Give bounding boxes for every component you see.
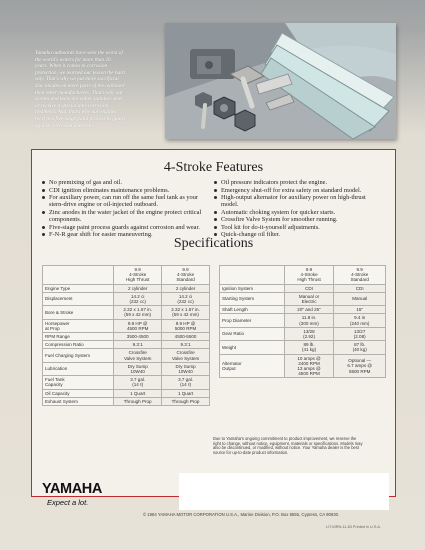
spec-label: Shaft Length (220, 306, 285, 314)
intro-line: protection, we learned our lesson the hard (35, 69, 125, 76)
intro-line: against corrosion and wear. (35, 122, 95, 129)
high-thrust-value: Dry Sump 10W40 (114, 362, 162, 375)
spec-label: Alternator Output (220, 354, 285, 378)
spec-row (220, 306, 386, 314)
high-thrust-value: Manual or Electric (284, 292, 334, 305)
spec-label: Starting System (220, 292, 285, 305)
high-thrust-header: 9.9 4-Stroke High Thrust (284, 266, 334, 285)
blank-header-cell (43, 266, 114, 285)
spec-row (43, 341, 210, 349)
intro-line: than other manufacturers. That's why our (35, 89, 124, 96)
literature-code: LIT-MRN-11-83 Printed in U.S.A. (326, 525, 382, 529)
standard-value: Optional — 6.7 amps @ 5500 RPM (334, 354, 386, 378)
standard-value: CDI (334, 284, 386, 292)
standard-value: 3.7 gal. (14 ℓ) (162, 376, 210, 389)
spec-row (43, 284, 210, 292)
intro-line: receive a five-stage paint process to guard (35, 115, 125, 122)
spec-label: Fuel Charging System (43, 349, 114, 362)
standard-value: 87 lb. (40 kg) (334, 341, 386, 354)
feature-item: Crossfire Valve System for smoother running. (214, 216, 379, 223)
spec-row (43, 306, 210, 319)
standard-value: 9.3:1 (162, 341, 210, 349)
spec-row (220, 292, 386, 305)
standard-value: 1 Quart (162, 389, 210, 397)
standard-value: 2 cylinder (162, 284, 210, 292)
spec-row (43, 349, 210, 362)
feature-item: Five-stage paint process guards against corrosion and wear. (42, 224, 207, 231)
high-thrust-value: 1 Quart (114, 389, 162, 397)
high-thrust-value: 10 amps @ 2400 RPM 13 amps @ 4500 RPM (284, 354, 334, 378)
spec-label: Prop Diameter (220, 314, 285, 327)
spec-label: Lubrication (43, 362, 114, 375)
spec-label: Ignition System (220, 284, 285, 292)
standard-value: 2.32 x 1.67 in. (59 x 42 mm) (162, 306, 210, 319)
product-hardware-photo (165, 23, 396, 139)
copyright-text: © 1984 YAMAHA MOTOR CORPORATION U.S.A., Marine Division, P.O. Box 6555, Cypress, CA 90630. (143, 512, 340, 517)
intro-line: or receive a special anti-corrosion (35, 102, 109, 109)
high-thrust-value: Through Prop (114, 397, 162, 405)
feature-item: Tool kit for do-it-yourself adjustments. (214, 224, 379, 231)
high-thrust-value: 3500-4500 (114, 333, 162, 341)
specs-table-left (42, 265, 210, 406)
spec-label: Bore & Stroke (43, 306, 114, 319)
intro-line: years. When it comes to corrosion (35, 63, 108, 70)
high-thrust-value: 20" and 25" (284, 306, 334, 314)
high-thrust-value: 2 cylinder (114, 284, 162, 292)
brand-tagline: Expect a lot. (47, 498, 89, 507)
intro-line: the world's waters for more than 20 (35, 56, 111, 63)
spec-row (43, 376, 210, 389)
specs-table-right (219, 265, 386, 378)
spec-row (220, 354, 386, 378)
standard-header: 9.9 4-Stroke Standard (162, 266, 210, 285)
high-thrust-value: 9.9 HP @ 4500 RPM (114, 319, 162, 332)
high-thrust-value: 89 lb. (41 kg) (284, 341, 334, 354)
specifications-title: Specifications (173, 236, 254, 251)
spec-row (43, 362, 210, 375)
feature-item: F-N-R gear shift for easier maneuvering. (42, 231, 207, 238)
intro-line: way. That's why we put more sacrificial (35, 76, 119, 83)
spec-row (220, 284, 386, 292)
intro-line: zinc anodes on more parts of the outboard (35, 82, 125, 89)
features-left-list (42, 179, 207, 239)
spec-row (43, 397, 210, 405)
spec-row (43, 389, 210, 397)
intro-line: screws and bolts are either stainless steel (35, 96, 123, 103)
high-thrust-value: Crossfire Valve System (114, 349, 162, 362)
spec-row (220, 341, 386, 354)
standard-value: Crossfire Valve System (162, 349, 210, 362)
spec-label: RPM Range (43, 333, 114, 341)
intro-line: treatment. And, that's why our engines (35, 109, 117, 116)
spec-row (43, 292, 210, 305)
intro-copy (35, 50, 165, 129)
spec-label: Displacement (43, 292, 114, 305)
high-thrust-header: 9.9 4-Stroke High Thrust (114, 266, 162, 285)
spec-row (220, 327, 386, 340)
spec-label: Fuel Tank Capacity (43, 376, 114, 389)
standard-value: 15" (334, 306, 386, 314)
feature-item: Automatic choking system for quicker starts. (214, 209, 379, 216)
blank-white-panel (179, 473, 389, 510)
standard-header: 9.9 4-Stroke Standard (334, 266, 386, 285)
product-change-notice: Due to Yamaha's ongoing commitment to product improvement, we reserve the right to change, without notice, equipment, materials or specifications. Models may also be discontinued, or modified, without notice. Your Yamaha dealer is the best source for up-to-date product information. (213, 436, 363, 456)
feature-item: Zinc anodes in the water jacket of the engine protect critical components. (42, 209, 207, 223)
high-thrust-value: 3.7 gal. (14 ℓ) (114, 376, 162, 389)
features-title: 4-Stroke Features (163, 160, 264, 175)
standard-value: 13/27 (2.08) (334, 327, 386, 340)
standard-value: 9.9 HP @ 5000 RPM (162, 319, 210, 332)
feature-item: High-output alternator for auxiliary power on high-thrust model. (214, 194, 379, 208)
yamaha-logo-text: YAMAHA (42, 481, 102, 497)
high-thrust-value: 14.2 ci (232 cc) (114, 292, 162, 305)
feature-item: Emergency shut-off for extra safety on standard model. (214, 187, 379, 194)
feature-item: For auxiliary power, can run off the same fuel tank as your stern-drive engine or oil-injected outboard. (42, 194, 207, 208)
feature-item: CDI ignition eliminates maintenance problems. (42, 187, 207, 194)
standard-value: 9.4 in (240 mm) (334, 314, 386, 327)
spec-row (43, 333, 210, 341)
high-thrust-value: CDI (284, 284, 334, 292)
spec-label: Gear Ratio (220, 327, 285, 340)
spec-label: Exhaust System (43, 397, 114, 405)
high-thrust-value: 9.3:1 (114, 341, 162, 349)
feature-item: No premixing of gas and oil. (42, 179, 207, 186)
spec-label: Engine Type (43, 284, 114, 292)
intro-line: Yamaha outboards have seen the worst of (35, 50, 123, 56)
standard-value: 14.2 ci (232 cc) (162, 292, 210, 305)
spec-label: Oil Capacity (43, 389, 114, 397)
spec-label: Weight (220, 341, 285, 354)
standard-value: Manual (334, 292, 386, 305)
feature-item: Quick-change oil filter. (214, 231, 379, 238)
spec-row (220, 314, 386, 327)
high-thrust-value: 11.8 in. (300 mm) (284, 314, 334, 327)
spec-row (43, 319, 210, 332)
spec-label: Compression Ratio (43, 341, 114, 349)
hardware-photo-illustration (165, 23, 396, 139)
features-specifications-panel (31, 149, 396, 497)
high-thrust-value: 13/28 (2.92) (284, 327, 334, 340)
standard-value: Through Prop (162, 397, 210, 405)
standard-value: Dry Sump 10W40 (162, 362, 210, 375)
spec-label: Horsepower at Prop (43, 319, 114, 332)
features-right-list (214, 179, 379, 239)
standard-value: 4500-5500 (162, 333, 210, 341)
feature-item: Oil pressure indicators protect the engine. (214, 179, 379, 186)
high-thrust-value: 2.32 x 1.67 in. (59 x 42 mm) (114, 306, 162, 319)
blank-header-cell (220, 266, 285, 285)
